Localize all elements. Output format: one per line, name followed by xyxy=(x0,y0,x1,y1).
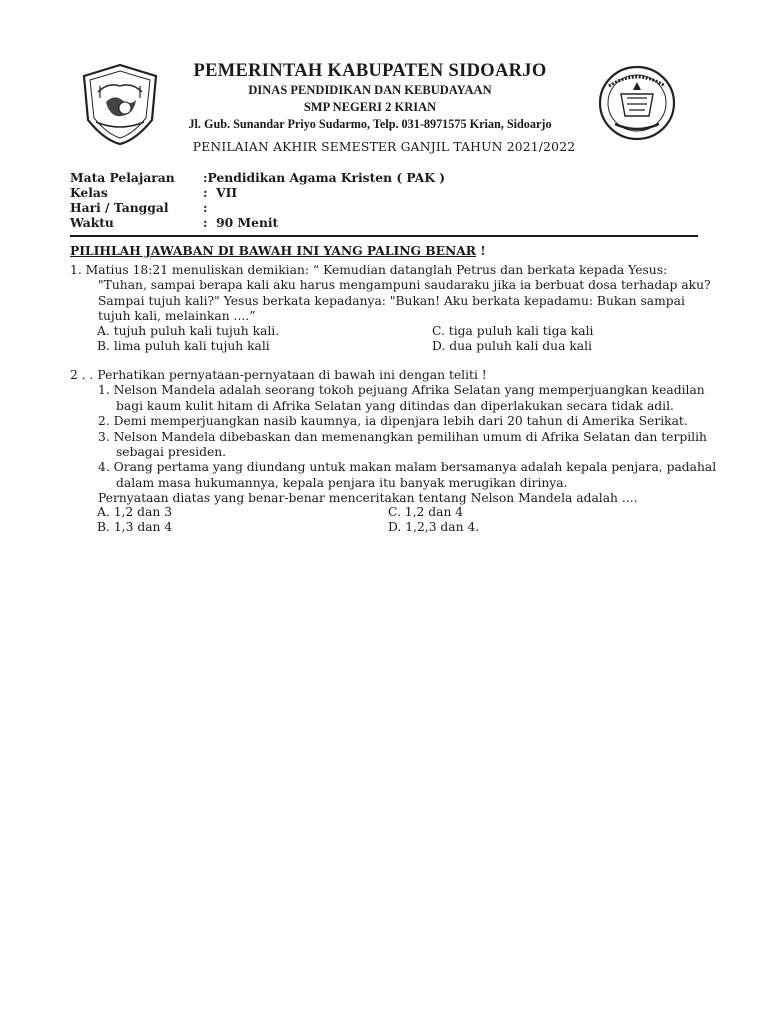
info-value: Pendidikan Agama Kristen ( PAK ) xyxy=(207,170,446,185)
question-line: 2. Demi memperjuangkan nasib kaumnya, ia dipenjara lebih dari 20 tahun di Amerika Serikat. xyxy=(98,414,688,429)
info-label: Waktu xyxy=(70,215,114,230)
info-value: 90 Menit xyxy=(216,215,279,230)
question-2 xyxy=(70,368,716,507)
department-title: DINAS PENDIDIKAN DAN KEBUDAYAAN xyxy=(248,83,492,97)
option-b: B. lima puluh kali tujuh kali xyxy=(97,339,270,353)
question-line: 1. Nelson Mandela adalah seorang tokoh pejuang Afrika Selatan yang memperjuangkan keadilan xyxy=(98,383,705,398)
option-d: D. 1,2,3 dan 4. xyxy=(388,520,480,534)
option-a: A. 1,2 dan 3 xyxy=(97,505,173,519)
question-line: 1. Matius 18:21 menuliskan demikian: “ Kemudian datanglah Petrus dan berkata kepada Yesus: xyxy=(70,263,668,277)
header-divider xyxy=(70,235,698,237)
question-line: Pernyataan diatas yang benar-benar menceritakan tentang Nelson Mandela adalah .... xyxy=(98,491,638,506)
info-row-time xyxy=(70,215,445,230)
option-c: C. tiga puluh kali tiga kali xyxy=(432,324,594,338)
info-separator: : xyxy=(203,200,208,215)
question-line: 3. Nelson Mandela dibebaskan dan memenangkan pemilihan umum di Afrika Selatan dan terpilih xyxy=(98,429,707,444)
info-separator: : xyxy=(203,215,217,230)
government-title: PEMERINTAH KABUPATEN SIDOARJO xyxy=(193,61,547,81)
option-b: B. 1,3 dan 4 xyxy=(97,520,173,534)
letterhead xyxy=(150,60,590,133)
info-separator: : xyxy=(203,185,217,200)
exam-info xyxy=(70,170,445,230)
question-line: 2 . . Perhatikan pernyataan-pernyataan di bawah ini dengan teliti ! xyxy=(70,368,487,382)
option-a: A. tujuh puluh kali tujuh kali. xyxy=(97,324,280,338)
question-line: dalam masa hukumannya, kepala penjara itu banyak merugikan dirinya. xyxy=(116,475,568,490)
question-line: 4. Orang pertama yang diundang untuk makan malam bersamanya adalah kepala penjara, padahal xyxy=(98,460,717,475)
instruction-text: PILIHLAH JAWABAN DI BAWAH INI YANG PALING BENAR xyxy=(70,243,477,258)
instruction-mark: ! xyxy=(476,243,486,258)
exam-title: PENILAIAN AKHIR SEMESTER GANJIL TAHUN 2021/2022 xyxy=(192,140,576,154)
info-value: VII xyxy=(216,185,238,200)
info-row-class xyxy=(70,185,445,200)
info-label: Hari / Tanggal xyxy=(70,200,169,215)
question-line: "Tuhan, sampai berapa kali aku harus mengampuni saudaraku jika ia berbuat dosa terhadap aku? xyxy=(98,278,711,293)
school-address: Jl. Gub. Sunandar Priyo Sudarmo, Telp. 031-8971575 Krian, Sidoarjo xyxy=(188,117,552,131)
option-d: D. dua puluh kali dua kali xyxy=(432,339,592,353)
option-c: C. 1,2 dan 4 xyxy=(388,505,464,519)
info-label: Kelas xyxy=(70,185,108,200)
question-line: sebagai presiden. xyxy=(116,445,227,460)
info-separator: : xyxy=(203,170,208,185)
instruction xyxy=(70,243,486,258)
question-line: bagi kaum kulit hitam di Afrika Selatan yang ditindas dan diperlakukan secara tidak adil. xyxy=(116,398,674,413)
info-row-subject xyxy=(70,170,445,185)
question-line: tujuh kali, melainkan ....” xyxy=(98,309,256,324)
info-row-date xyxy=(70,200,445,215)
question-1 xyxy=(70,263,711,325)
school-name: SMP NEGERI 2 KRIAN xyxy=(303,100,437,114)
info-label: Mata Pelajaran xyxy=(70,170,175,185)
question-line: Sampai tujuh kali?" Yesus berkata kepadanya: "Bukan! Aku berkata kepadamu: Bukan sampai xyxy=(98,293,685,308)
school-badge-icon xyxy=(597,64,677,142)
